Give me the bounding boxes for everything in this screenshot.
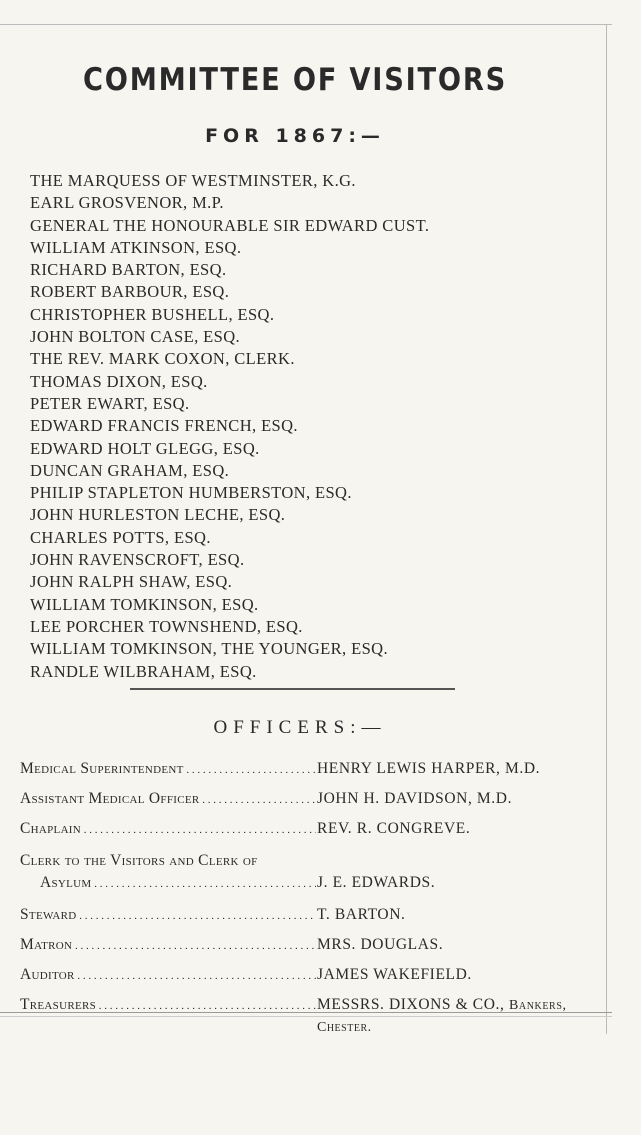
member-item: EDWARD FRANCIS FRENCH, ESQ.	[30, 416, 298, 436]
member-item: ROBERT BARBOUR, ESQ.	[30, 282, 230, 302]
member-item: THE MARQUESS OF WESTMINSTER, K.G.	[30, 171, 356, 190]
officer-row-steward	[20, 906, 595, 928]
member-item: WILLIAM TOMKINSON, THE YOUNGER, ESQ.	[30, 639, 388, 659]
officer-name-tail: Bankers,	[508, 998, 567, 1013]
member-item: CHARLES POTTS, ESQ.	[30, 527, 211, 547]
officer-name: REV. R. CONGREVE.	[317, 820, 471, 837]
officer-role: Asylum . . .	[20, 874, 316, 892]
member-item: THOMAS DIXON, ESQ.	[30, 371, 208, 391]
member-item: DUNCAN GRAHAM, ESQ.	[30, 460, 230, 480]
officer-role: Steward . . .	[20, 906, 316, 924]
member-item: RICHARD BARTON, ESQ.	[30, 260, 227, 280]
member-item: PETER EWART, ESQ.	[30, 393, 190, 413]
page-right-edge	[606, 24, 607, 1034]
officer-row-matron	[20, 936, 595, 958]
page-subtitle: FOR 1867:—	[205, 125, 385, 147]
member-item: EARL GROSVENOR, M.P.	[30, 193, 224, 213]
officer-treasurers-location: Chester.	[317, 1020, 372, 1035]
officer-row-treasurers	[20, 996, 595, 1018]
member-item: EDWARD HOLT GLEGG, ESQ.	[30, 438, 260, 458]
member-item: PHILIP STAPLETON HUMBERSTON, ESQ.	[30, 483, 352, 503]
officer-name-main: MESSRS. DIXONS & CO.,	[317, 996, 505, 1013]
page-title: COMMITTEE OF VISITORS	[82, 62, 508, 98]
member-item: JOHN BOLTON CASE, ESQ.	[30, 327, 241, 347]
officer-row-auditor	[20, 966, 595, 988]
officer-row-chaplain	[20, 820, 595, 842]
officer-role: Treasurers . . .	[20, 996, 316, 1014]
officer-role: Medical Superintendent . . .	[20, 760, 316, 778]
member-item: WILLIAM TOMKINSON, ESQ.	[30, 594, 259, 614]
officers-heading: OFFICERS:—	[213, 717, 387, 738]
member-item: LEE PORCHER TOWNSHEND, ESQ.	[30, 616, 303, 636]
officer-role-line: Clerk to the Visitors and Clerk of	[20, 852, 258, 869]
officer-name: HENRY LEWIS HARPER, M.D.	[317, 760, 541, 777]
officer-name	[317, 996, 567, 1014]
officer-row-medical-superintendent	[20, 760, 595, 782]
member-item: RANDLE WILBRAHAM, ESQ.	[30, 661, 257, 681]
member-item: JOHN HURLESTON LECHE, ESQ.	[30, 505, 286, 525]
officer-role: Matron . . .	[20, 936, 316, 954]
officer-role: Assistant Medical Officer . . .	[20, 790, 316, 808]
committee-members-list	[30, 170, 429, 683]
member-item: THE REV. MARK COXON, CLERK.	[30, 349, 295, 369]
officer-role: Chaplain . . .	[20, 820, 316, 838]
section-divider	[130, 688, 455, 690]
member-item: JOHN RAVENSCROFT, ESQ.	[30, 550, 245, 570]
officer-name: JOHN H. DAVIDSON, M.D.	[317, 790, 513, 807]
page-top-edge	[0, 24, 612, 25]
officer-name: J. E. EDWARDS.	[317, 874, 436, 891]
officer-role: Auditor . . .	[20, 966, 316, 984]
member-item: CHRISTOPHER BUSHELL, ESQ.	[30, 304, 275, 324]
member-item: WILLIAM ATKINSON, ESQ.	[30, 237, 242, 257]
officer-name: T. BARTON.	[317, 906, 406, 923]
member-item: GENERAL THE HONOURABLE SIR EDWARD CUST.	[30, 215, 430, 235]
officer-row-clerk-heading	[20, 852, 595, 874]
officer-row-clerk	[20, 874, 595, 896]
officer-name: JAMES WAKEFIELD.	[317, 966, 472, 983]
officer-name: MRS. DOUGLAS.	[317, 936, 444, 953]
member-item: JOHN RALPH SHAW, ESQ.	[30, 572, 233, 592]
officer-row-assistant-medical-officer	[20, 790, 595, 812]
